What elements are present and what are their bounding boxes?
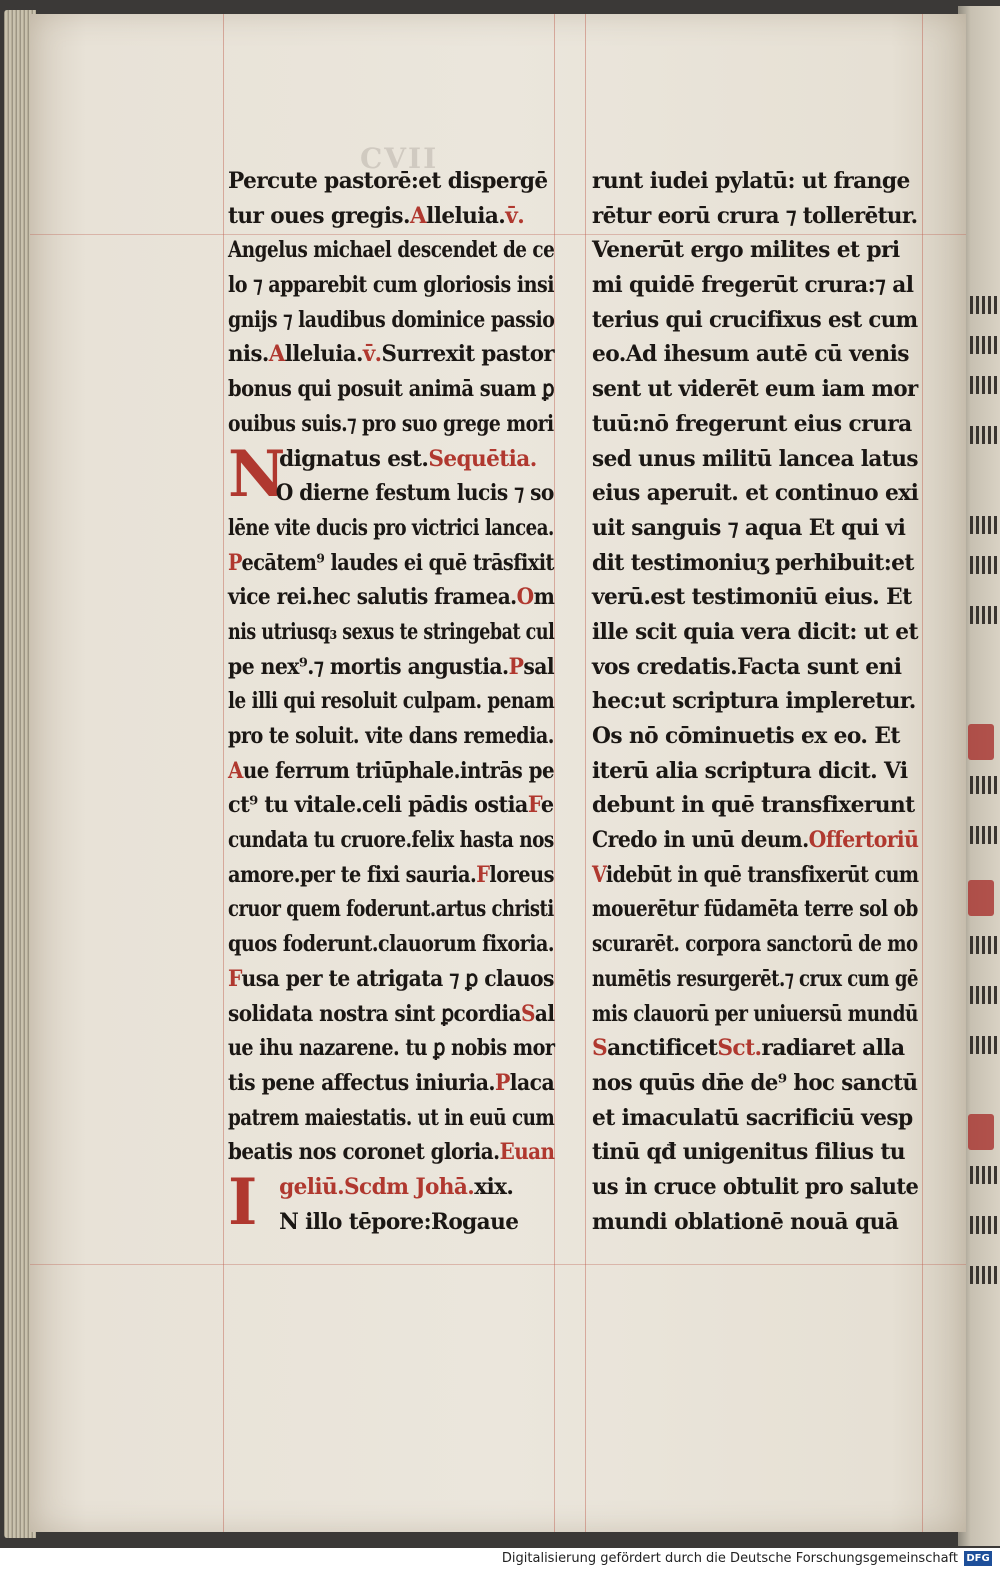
rubric-text: Sequētia. [428, 445, 537, 472]
rubric-text: A [409, 202, 427, 229]
line-text: lleluia. [284, 341, 363, 368]
rubric-text: P [494, 1069, 510, 1096]
text-line [228, 1101, 555, 1136]
rubric-text: F [476, 861, 490, 888]
text-line [228, 233, 555, 268]
line-text: us in cruce obtulit pro salute [592, 1173, 919, 1200]
line-text: beatis nos coronet gloria. [228, 1139, 500, 1166]
rubric-text: A [228, 757, 243, 784]
line-text: usa per te atrigata ⁊ ꝑ clauos [241, 965, 554, 992]
line-text: Percute pastorē:et dispergē [228, 168, 548, 194]
text-line [592, 511, 918, 546]
line-text: Venerūt ergo milites et pri [592, 237, 900, 264]
text-line [592, 442, 916, 477]
line-text: iterū alia scriptura dicit. Vi [592, 757, 908, 784]
text-line [592, 1066, 918, 1101]
text-line [592, 823, 919, 858]
text-line [228, 199, 554, 234]
line-text: dit testimoniuʒ perhibuit:et [592, 549, 914, 576]
left-text-column [228, 164, 560, 1239]
text-line [592, 407, 918, 442]
line-text: N illo tēpore:Rogaue [279, 1208, 519, 1235]
text-line [592, 962, 918, 997]
text-line [228, 962, 554, 997]
line-text: nis. [228, 341, 269, 368]
line-text: mis clauorū per uniuersū mundū [592, 1000, 918, 1027]
line-text: ct⁹ tu vitale.celi pādis ostia [228, 792, 528, 819]
line-text: mundi oblationē nouā quā [592, 1208, 899, 1235]
text-line [592, 199, 918, 234]
line-text: sal [523, 653, 555, 680]
line-text: radiaret alla [761, 1035, 905, 1062]
line-text: anctificet [607, 1035, 718, 1062]
text-line [228, 892, 554, 927]
line-text: e [540, 792, 554, 819]
line-text: mi quidē fregerūt crura:⁊ al [592, 272, 914, 299]
right-text-column [592, 164, 922, 1239]
line-text: al [534, 1000, 555, 1027]
text-line [228, 580, 555, 615]
folio-number: CVII [360, 142, 439, 175]
text-line [592, 788, 918, 823]
rubric-text: S [592, 1035, 608, 1062]
text-line [228, 164, 554, 199]
rubric-text: P [228, 549, 242, 576]
text-line [592, 892, 918, 927]
text-line [228, 719, 554, 754]
text-line [592, 927, 918, 962]
text-line [592, 1205, 918, 1240]
line-text: tinū qđ unigenitus filius tu [592, 1139, 906, 1166]
line-text: runt iudei pylatū: ut frange [592, 168, 910, 194]
line-text: eo.Ad ihesum autē cū venis [592, 341, 909, 368]
line-text: debunt in quē transfixerunt [592, 792, 915, 819]
text-line [228, 1066, 555, 1101]
line-text: Os nō cōminuetis ex eo. Et [592, 723, 900, 749]
text-line [228, 615, 555, 650]
text-line [592, 164, 918, 199]
text-line [228, 337, 555, 372]
text-line [228, 927, 554, 962]
line-text: Angelus michael descendet de ce [228, 237, 555, 264]
text-line [592, 1170, 919, 1205]
text-line [228, 1205, 554, 1240]
rubric-text: v̄. [505, 202, 525, 229]
line-text: ue ferrum triūphale.intrās pe [242, 757, 555, 784]
line-text: tuū:nō fregerunt eius crura [592, 410, 912, 437]
line-text: pe nex⁹.⁊ mortis angustia. [228, 653, 509, 680]
line-text: patrem maiestatis. ut in euū cum [228, 1104, 555, 1131]
dfg-logo: DFG [964, 1551, 992, 1566]
text-line [228, 684, 555, 719]
text-line [592, 1031, 918, 1066]
line-text: lēne vite ducis pro victrici lancea. [228, 514, 554, 541]
text-line [592, 1135, 918, 1170]
line-text: mouerētur fūdamēta terre sol ob [592, 896, 918, 923]
line-text: rētur eorū crura ⁊ tollerētur. [592, 202, 918, 229]
line-text: ecātem⁹ laudes ei quē trāsfixit [241, 549, 554, 576]
line-text: solidata nostra sint ꝑcordia [228, 1000, 521, 1027]
line-text: O dierne festum lucis ⁊ so [275, 480, 554, 507]
line-text: scurarēt. corpora sanctorū de mo [592, 931, 918, 958]
line-text: le illi qui resoluit culpam. penam [228, 688, 555, 715]
line-text: terius qui crucifixus est cum [592, 306, 918, 333]
text-line [592, 754, 918, 789]
text-line [228, 823, 554, 858]
rubric-text: P [508, 653, 524, 680]
rubric-text: V [592, 861, 606, 888]
text-line [592, 684, 918, 719]
line-text: ille scit quia vera dicit: ut et [592, 618, 918, 645]
rubric-text: A [268, 341, 285, 368]
line-text: sed unus militū lancea latus [592, 445, 918, 472]
line-text: hec:ut scriptura impleretur. [592, 688, 916, 715]
line-text: m [533, 584, 555, 611]
text-line [592, 997, 918, 1032]
text-line [592, 858, 919, 893]
rubric-text: O [516, 584, 534, 611]
text-line [228, 476, 554, 511]
line-text: cundata tu cruore.felix hasta nos [228, 827, 554, 854]
rubric-text: F [228, 965, 242, 992]
line-text: vos credatis.Facta sunt eni [592, 653, 902, 680]
text-line [592, 719, 918, 754]
text-line [592, 233, 918, 268]
text-line [592, 372, 918, 407]
text-line [592, 615, 917, 650]
decorated-initial: N [228, 436, 285, 512]
line-text: Surrexit pastor [381, 341, 555, 368]
text-line [228, 1135, 555, 1170]
line-text: eius aperuit. et continuo exi [592, 480, 919, 507]
line-text: lleluia. [426, 202, 506, 229]
line-text: tis pene affectus iniuria. [228, 1069, 495, 1096]
rubric-text: F [527, 792, 541, 819]
text-line [592, 580, 918, 615]
line-text: tur oues gregis. [228, 202, 410, 229]
text-line [228, 268, 555, 303]
rubric-text: v̄. [362, 341, 382, 368]
rubric-text: Euan [499, 1139, 555, 1166]
line-text: amore.per te fixi sauria. [228, 861, 477, 888]
line-text: Credo in unū deum. [592, 827, 809, 854]
line-text: cruor quem foderunt.artus christi [228, 896, 554, 923]
line-text: sent ut viderēt eum iam mor [592, 376, 918, 403]
rubric-text: Sct. [717, 1035, 762, 1062]
line-text: bonus qui posuit animā suam ꝑ [228, 376, 555, 403]
line-text: nos quūs dn̄e de⁹ hoc sanctū [592, 1069, 918, 1096]
rubric-text: geliū.Scdm Johā. [279, 1173, 475, 1200]
line-text: numētis resurgerēt.⁊ crux cum gē [592, 965, 918, 992]
text-line [228, 1031, 555, 1066]
line-text: uit sanguis ⁊ aqua Et qui vi [592, 514, 906, 541]
text-line [592, 650, 918, 685]
line-text: xix. [474, 1173, 514, 1200]
text-line [592, 268, 918, 303]
text-line [228, 754, 555, 789]
digitization-credit: Digitalisierung gefördert durch die Deutsche Forschungsgemeinschaft [501, 1551, 958, 1566]
line-text: vice rei.hec salutis framea. [228, 584, 517, 611]
rubric-text: Offertoriū [808, 827, 919, 854]
line-text: verū.est testimoniū eius. Et [592, 584, 912, 611]
text-line [592, 546, 918, 581]
line-text: dignatus est. [279, 445, 429, 472]
text-line [228, 546, 554, 581]
rubric-text: S [520, 1000, 535, 1027]
line-text: laca [509, 1069, 555, 1096]
text-line [228, 858, 554, 893]
text-line [592, 303, 918, 338]
text-line [228, 303, 555, 338]
text-line [228, 511, 554, 546]
line-text: et imaculatū sacrificiū vesp [592, 1104, 913, 1131]
text-line [228, 788, 554, 823]
text-line [592, 337, 918, 372]
text-line [228, 372, 555, 407]
decorated-initial: I [228, 1164, 257, 1240]
line-text: idebūt in quē transfixerūt cum [605, 861, 919, 888]
text-line [592, 1101, 918, 1136]
text-line [228, 997, 555, 1032]
text-line [592, 476, 918, 511]
line-text: ouibus suis.⁊ pro suo grege mori [228, 410, 554, 437]
line-text: ue ihu nazarene. tu ꝑ nobis mor [228, 1035, 555, 1062]
line-text: loreus [489, 861, 554, 888]
line-text: lo ⁊ apparebit cum gloriosis insi [228, 272, 555, 299]
line-text: pro te soluit. vite dans remedia. [228, 723, 554, 749]
line-text: nis utriusq₃ sexus te stringebat cul [228, 618, 555, 645]
text-line [228, 650, 555, 685]
line-text: quos foderunt.clauorum fixoria. [228, 931, 554, 958]
line-text: gnijs ⁊ laudibus dominice passio [228, 306, 555, 333]
